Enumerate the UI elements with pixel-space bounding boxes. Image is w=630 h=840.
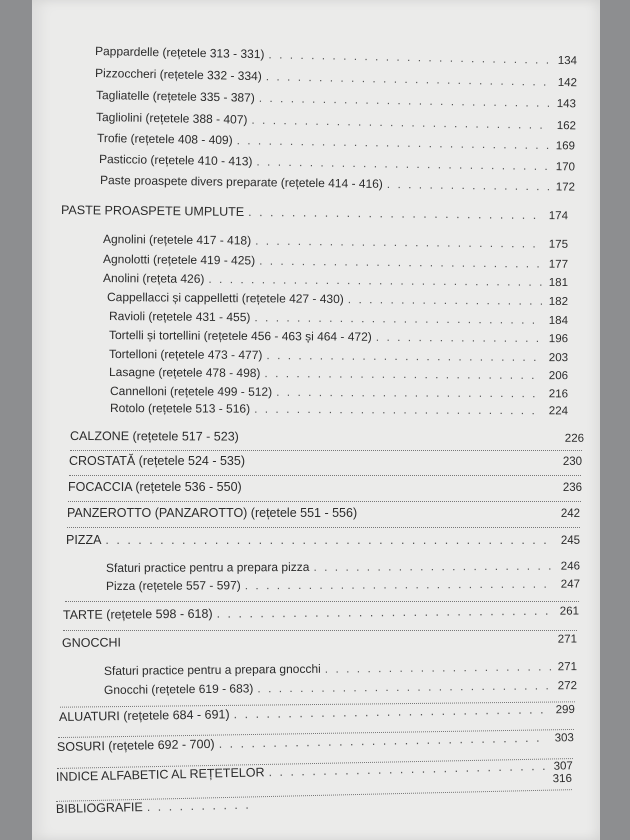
- toc-section: [62, 632, 577, 656]
- toc-entry-title: Trofie (rețetele 408 - 409): [96, 131, 233, 148]
- toc-leader-dots: [268, 47, 551, 66]
- toc-entry-title: Sfaturi practice pentru a prepara gnocchi: [103, 661, 321, 678]
- toc-entry: [104, 678, 577, 703]
- toc-section: [66, 533, 580, 553]
- toc-section: [63, 603, 579, 628]
- toc-entry-page: 196: [548, 333, 569, 346]
- section-separator: [65, 601, 579, 602]
- toc-entry: [110, 401, 568, 423]
- toc-entry-page: 169: [555, 140, 576, 153]
- toc-leader-dots: [376, 330, 542, 345]
- toc-leader-dots: [208, 272, 542, 289]
- toc-entry-title: Gnocchi (rețetele 619 - 683): [103, 681, 254, 697]
- book-page: [32, 0, 600, 840]
- toc-section-page: 230: [562, 456, 582, 468]
- toc-entry-title: Cannelloni (rețetele 499 - 512): [109, 384, 273, 399]
- toc-entry-title: Pasticcio (rețetele 410 - 413): [98, 152, 253, 169]
- section-separator: [63, 630, 577, 631]
- toc-leader-dots: [147, 798, 252, 814]
- toc-leader-dots: [266, 69, 551, 88]
- toc-section: [56, 797, 256, 822]
- section-separator: [70, 450, 582, 451]
- toc-entry-page: 246: [560, 560, 581, 573]
- toc-leader-dots: [259, 254, 542, 271]
- toc-section-title: SOSURI (rețetele 692 - 700): [56, 736, 215, 754]
- toc-section-page: 226: [564, 432, 585, 445]
- toc-entry-page: 216: [548, 388, 569, 401]
- toc-leader-dots: [217, 604, 553, 621]
- toc-entry-title: Pappardelle (rețetele 313 - 331): [94, 44, 265, 62]
- toc-entry-title: Tagliolini (rețetele 388 - 407): [95, 110, 248, 127]
- toc-leader-dots: [313, 559, 554, 574]
- toc-section: [69, 454, 582, 474]
- toc-entry-title: Agnolini (rețetele 417 - 418): [102, 232, 252, 248]
- toc-section: [61, 203, 568, 228]
- toc-entry-title: Rotolo (rețetele 513 - 516): [109, 401, 251, 416]
- toc-entry-page: 206: [548, 370, 569, 383]
- toc-entry-title: Tortelli și tortellini (rețetele 456 - 463 și 464 - 472): [108, 328, 372, 344]
- toc-section-page: 316: [552, 772, 573, 786]
- toc-section-title: CALZONE (rețetele 517 - 523): [69, 429, 239, 444]
- toc-entry-title: Pizzoccheri (rețetele 332 - 334): [94, 66, 262, 84]
- toc-entry-page: 184: [548, 314, 569, 328]
- toc-entry-page: 162: [556, 120, 577, 133]
- toc-entry-page: 142: [557, 76, 578, 90]
- toc-leader-dots: [254, 402, 542, 418]
- toc-entry-page: 271: [557, 661, 578, 674]
- toc-section-page: 303: [554, 732, 574, 745]
- toc-entry-page: 143: [556, 98, 577, 111]
- toc-entry-title: Ravioli (rețetele 431 - 455): [108, 309, 251, 325]
- toc-section-page: 307: [553, 760, 573, 773]
- toc-leader-dots: [264, 366, 542, 382]
- toc-section-title: INDICE ALFABETIC AL REȚETELOR: [55, 765, 265, 784]
- toc-section: [57, 730, 574, 760]
- toc-section-page: 261: [559, 605, 580, 618]
- section-separator: [68, 501, 581, 502]
- toc-entry-page: 177: [548, 258, 569, 271]
- toc-entry-title: Pizza (rețetele 557 - 597): [105, 578, 241, 593]
- toc-leader-dots: [325, 659, 551, 675]
- toc-section-title: FOCACCIA (rețetele 536 - 550): [68, 480, 242, 494]
- toc-leader-dots: [254, 310, 542, 327]
- toc-leader-dots: [276, 385, 542, 400]
- section-separator: [67, 527, 580, 528]
- toc-entry-title: Tagliatelle (rețetele 335 - 387): [95, 88, 255, 105]
- toc-section-title: BIBLIOGRAFIE: [55, 800, 143, 816]
- toc-entry-page: 175: [548, 238, 569, 251]
- toc-leader-dots: [245, 577, 554, 593]
- toc-section-title: GNOCCHI: [61, 635, 122, 650]
- toc-section-title: PASTE PROASPETE UMPLUTE: [60, 203, 245, 219]
- toc-leader-dots: [387, 177, 549, 193]
- toc-leader-dots: [268, 759, 547, 779]
- section-separator: [69, 475, 581, 476]
- toc-leader-dots: [255, 234, 542, 251]
- toc-entry-page: 172: [555, 181, 576, 194]
- toc-section: [67, 506, 580, 526]
- toc-entry-title: Cappellacci și cappelletti (rețetele 427 - 430): [106, 290, 344, 307]
- toc-leader-dots: [251, 113, 550, 132]
- toc-section-title: ALUATURI (rețetele 684 - 691): [58, 707, 230, 724]
- toc-entry-page: 182: [548, 295, 569, 309]
- toc-entry-title: Agnolotti (rețetele 419 - 425): [102, 252, 256, 268]
- toc-entry-page: 272: [557, 680, 578, 693]
- toc-section-page: 299: [555, 703, 575, 717]
- toc-leader-dots: [248, 205, 542, 222]
- toc-entry: [106, 577, 580, 599]
- toc-leader-dots: [257, 678, 551, 695]
- toc-entry-page: 224: [548, 405, 569, 418]
- toc-entry-page: 134: [557, 54, 578, 68]
- toc-entry-page: 170: [555, 161, 576, 174]
- toc-section-page: 242: [560, 508, 580, 520]
- toc-section-page: 236: [562, 482, 582, 494]
- toc-entry-title: Sfaturi practice pentru a prepara pizza: [105, 559, 310, 575]
- toc-section-page: 271: [557, 633, 578, 646]
- toc-entry-page: 247: [560, 578, 581, 591]
- toc-leader-dots: [105, 533, 554, 547]
- toc-entry-page: 203: [548, 352, 569, 365]
- toc-leader-dots: [266, 348, 542, 364]
- toc-entry-title: Paste proaspete divers preparate (rețetele 414 - 416): [99, 173, 383, 191]
- toc-section: [68, 480, 582, 500]
- toc-entry-title: Tortelloni (rețetele 473 - 477): [108, 347, 263, 363]
- toc-entry-title: Anolini (rețeta 426): [102, 271, 205, 286]
- toc-section: [70, 429, 584, 451]
- toc-section-page: 245: [560, 535, 580, 547]
- toc-section-title: PANZEROTTO (PANZAROTTO) (rețetele 551 - 556): [67, 506, 358, 520]
- toc-section-title: PIZZA: [66, 533, 102, 547]
- toc-entry-title: Lasagne (rețetele 478 - 498): [108, 365, 261, 381]
- toc-section-title: CROSTATĂ (rețetele 524 - 535): [69, 454, 245, 468]
- toc-section-page: 174: [548, 210, 569, 223]
- toc-leader-dots: [348, 292, 542, 308]
- toc-section-title: TARTE (rețetele 598 - 618): [62, 606, 213, 622]
- toc-page-number: [520, 773, 572, 794]
- toc-entry-page: 181: [548, 276, 569, 290]
